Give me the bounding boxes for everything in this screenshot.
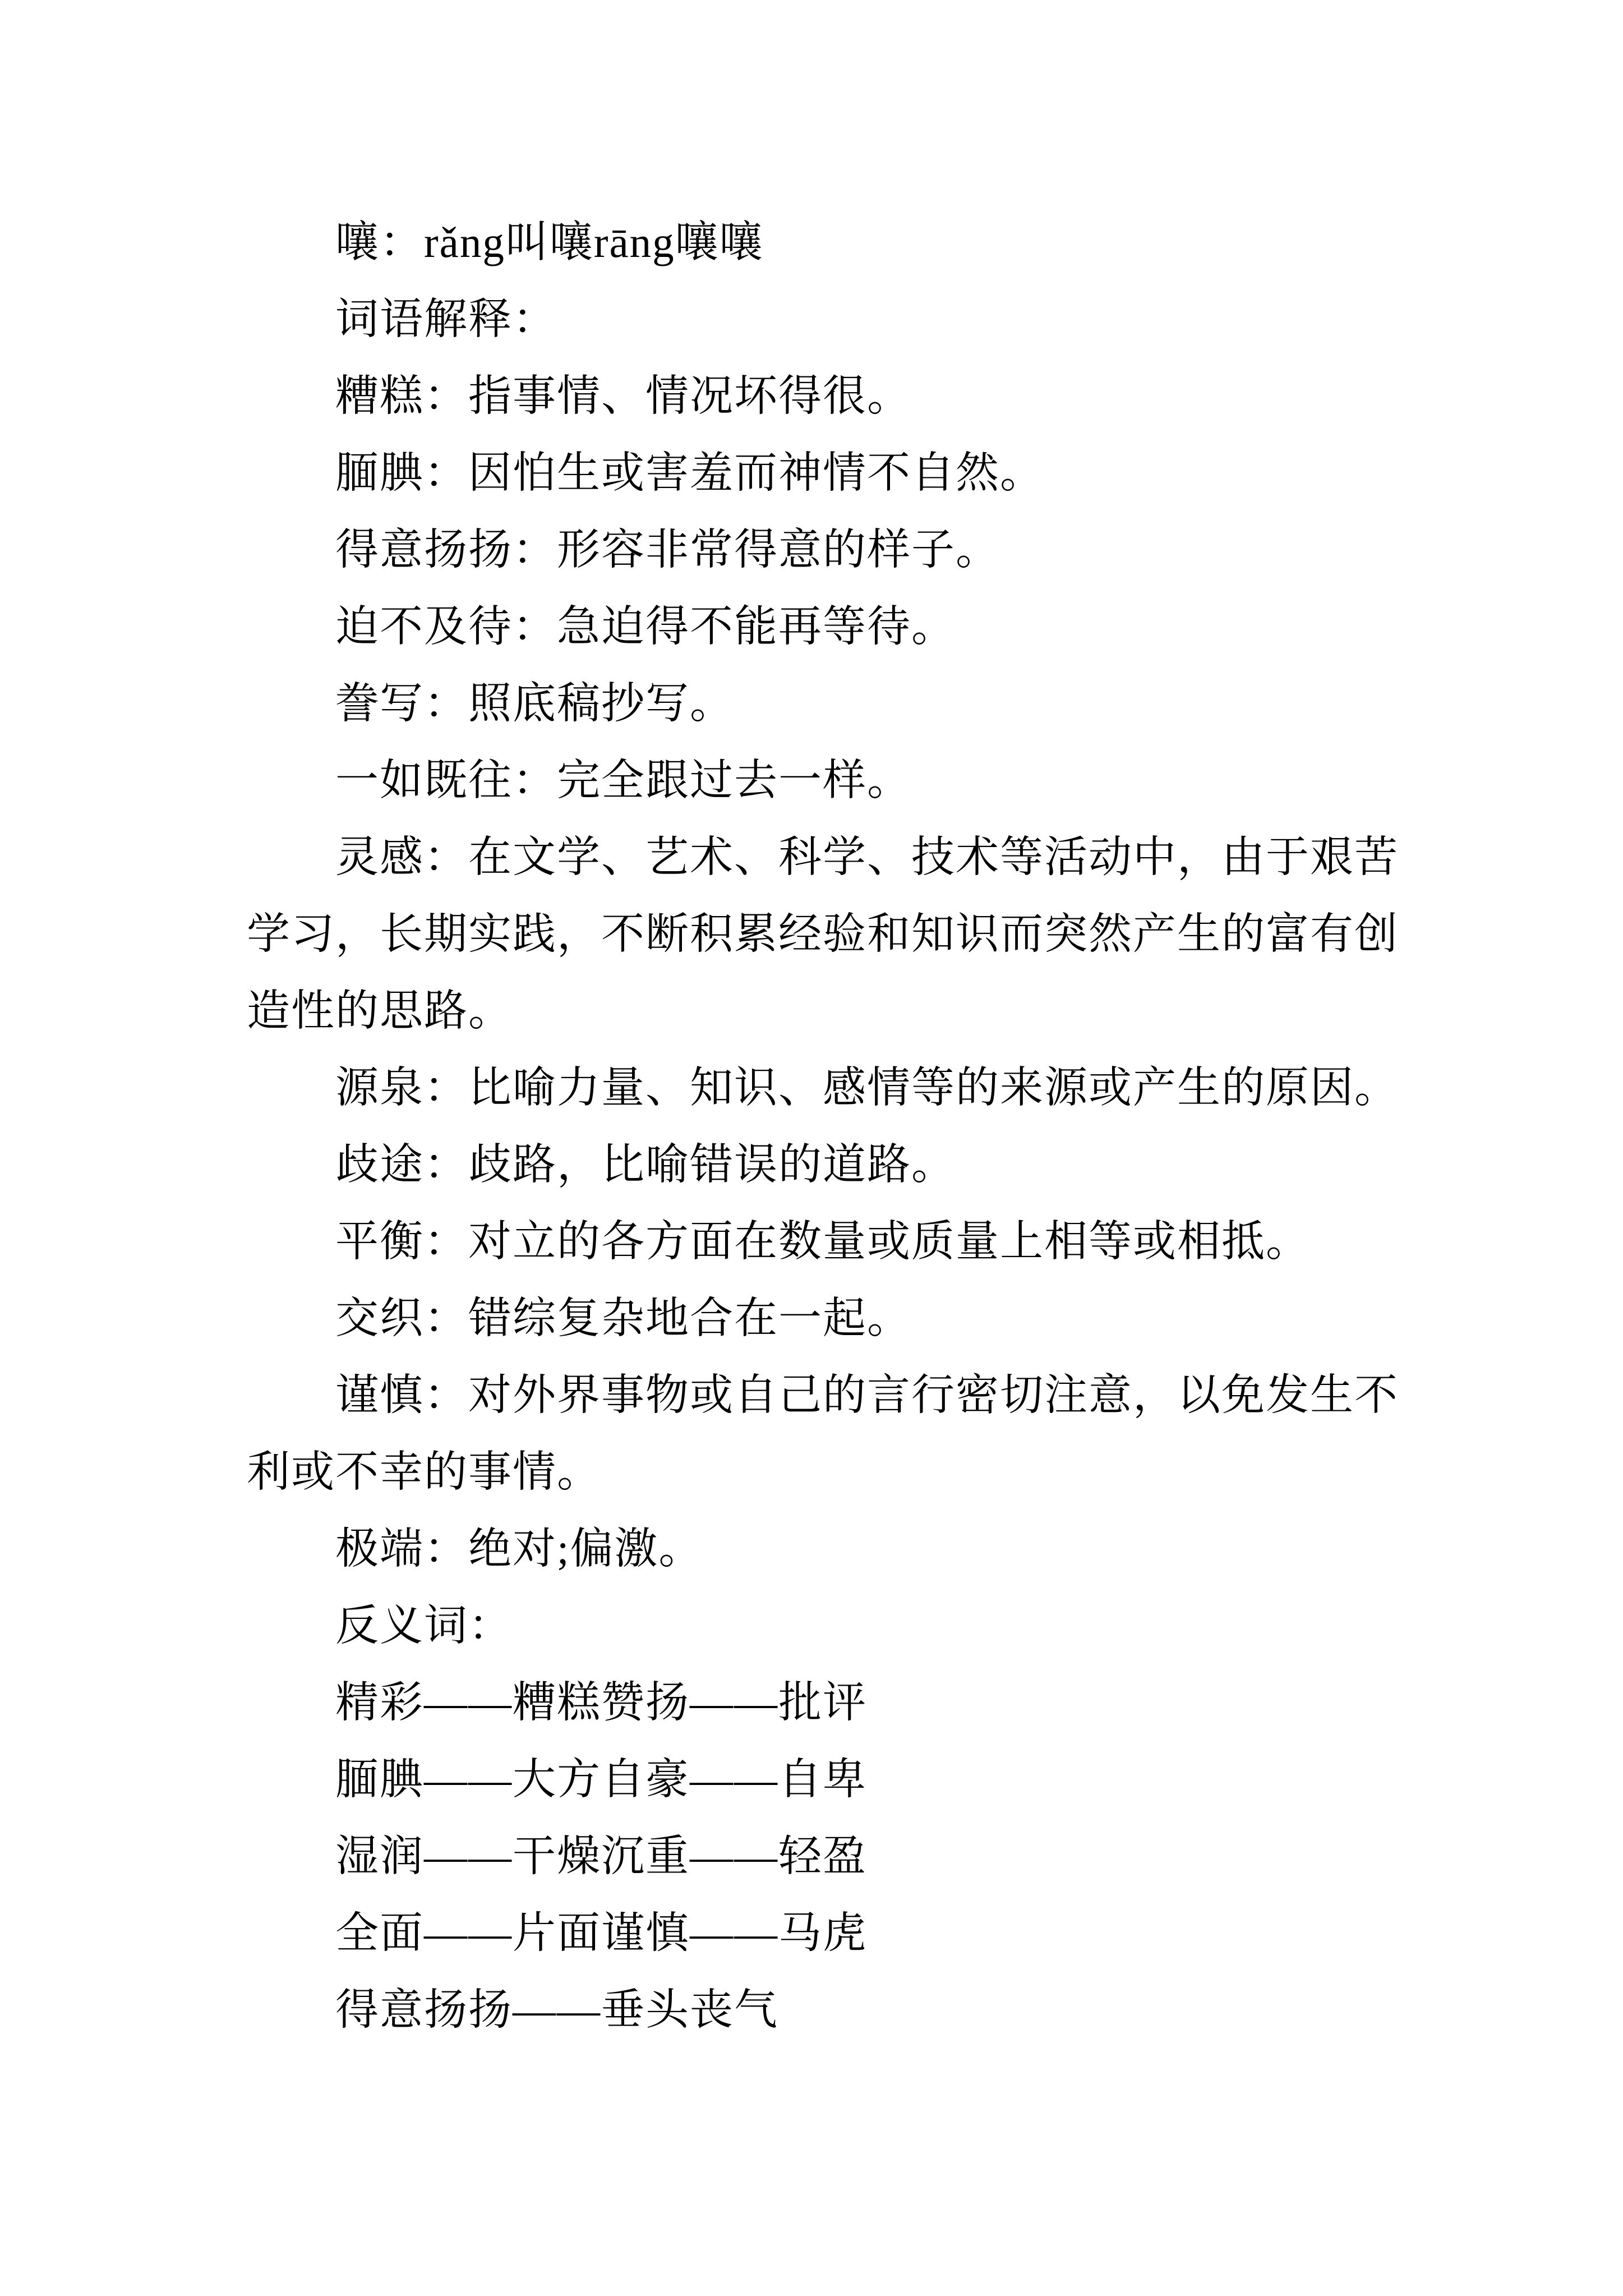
definition-entry	[247, 742, 1481, 819]
definition-entry	[247, 358, 1481, 435]
text-line: 精彩——糟糕赞扬——批评	[335, 1678, 867, 1727]
text-line: 得意扬扬——垂头丧气	[335, 1986, 778, 2034]
definition-entry	[247, 1050, 1481, 1126]
text-line: 谨慎：对外界事物或自己的言行密切注意，以免发生不	[335, 1371, 1399, 1419]
definition-entry	[247, 1357, 1481, 1511]
text-line: 灵感：在文学、艺术、科学、技术等活动中，由于艰苦	[335, 833, 1399, 881]
text-line: 造性的思路。	[247, 987, 513, 1035]
text-line: 极端：绝对;偏激。	[335, 1525, 703, 1573]
antonym-pair-line	[247, 1818, 1481, 1895]
text-line: 腼腆——大方自豪——自卑	[335, 1755, 867, 1803]
definition-entry	[247, 819, 1481, 1050]
definition-entry	[247, 665, 1481, 742]
text-line: 利或不幸的事情。	[247, 1448, 601, 1496]
definition-entry	[247, 1280, 1481, 1357]
text-line: 学习，长期实践，不断积累经验和知识而突然产生的富有创	[247, 910, 1399, 958]
text-line: 誊写：照底稿抄写。	[335, 679, 734, 728]
text-line: 全面——片面谨慎——马虎	[335, 1909, 867, 1957]
antonym-pair-line	[247, 1741, 1481, 1818]
text-line: 糟糕：指事情、情况坏得很。	[335, 372, 911, 420]
definition-entry	[247, 1511, 1481, 1588]
text-line: 腼腆：因怕生或害羞而神情不自然。	[335, 449, 1044, 497]
text-line: 嚷：rǎng叫嚷rāng嚷嚷	[335, 218, 764, 266]
text-line: 平衡：对立的各方面在数量或质量上相等或相抵。	[335, 1217, 1310, 1266]
text-line: 湿润——干燥沉重——轻盈	[335, 1832, 867, 1880]
text-line: 反义词：	[335, 1602, 513, 1650]
definition-entry	[247, 588, 1481, 665]
section-heading-antonyms	[247, 1588, 1481, 1664]
document-body	[247, 204, 1481, 2049]
definition-entry	[247, 512, 1481, 588]
text-line: 迫不及待：急迫得不能再等待。	[335, 602, 956, 651]
text-line: 交织：错综复杂地合在一起。	[335, 1294, 911, 1342]
pronunciation-entry	[247, 204, 1481, 281]
definition-entry	[247, 435, 1481, 512]
text-line: 歧途：歧路，比喻错误的道路。	[335, 1140, 956, 1189]
text-line: 词语解释：	[335, 295, 557, 343]
text-line: 一如既往：完全跟过去一样。	[335, 756, 911, 804]
definition-entry	[247, 1203, 1481, 1280]
text-line: 源泉：比喻力量、知识、感情等的来源或产生的原因。	[335, 1064, 1399, 1112]
antonym-pair-line	[247, 1664, 1481, 1741]
antonym-pair-line	[247, 1895, 1481, 1972]
section-heading-word-explanations	[247, 281, 1481, 358]
antonym-pair-line	[247, 1972, 1481, 2049]
definition-entry	[247, 1126, 1481, 1203]
text-line: 得意扬扬：形容非常得意的样子。	[335, 526, 1000, 574]
